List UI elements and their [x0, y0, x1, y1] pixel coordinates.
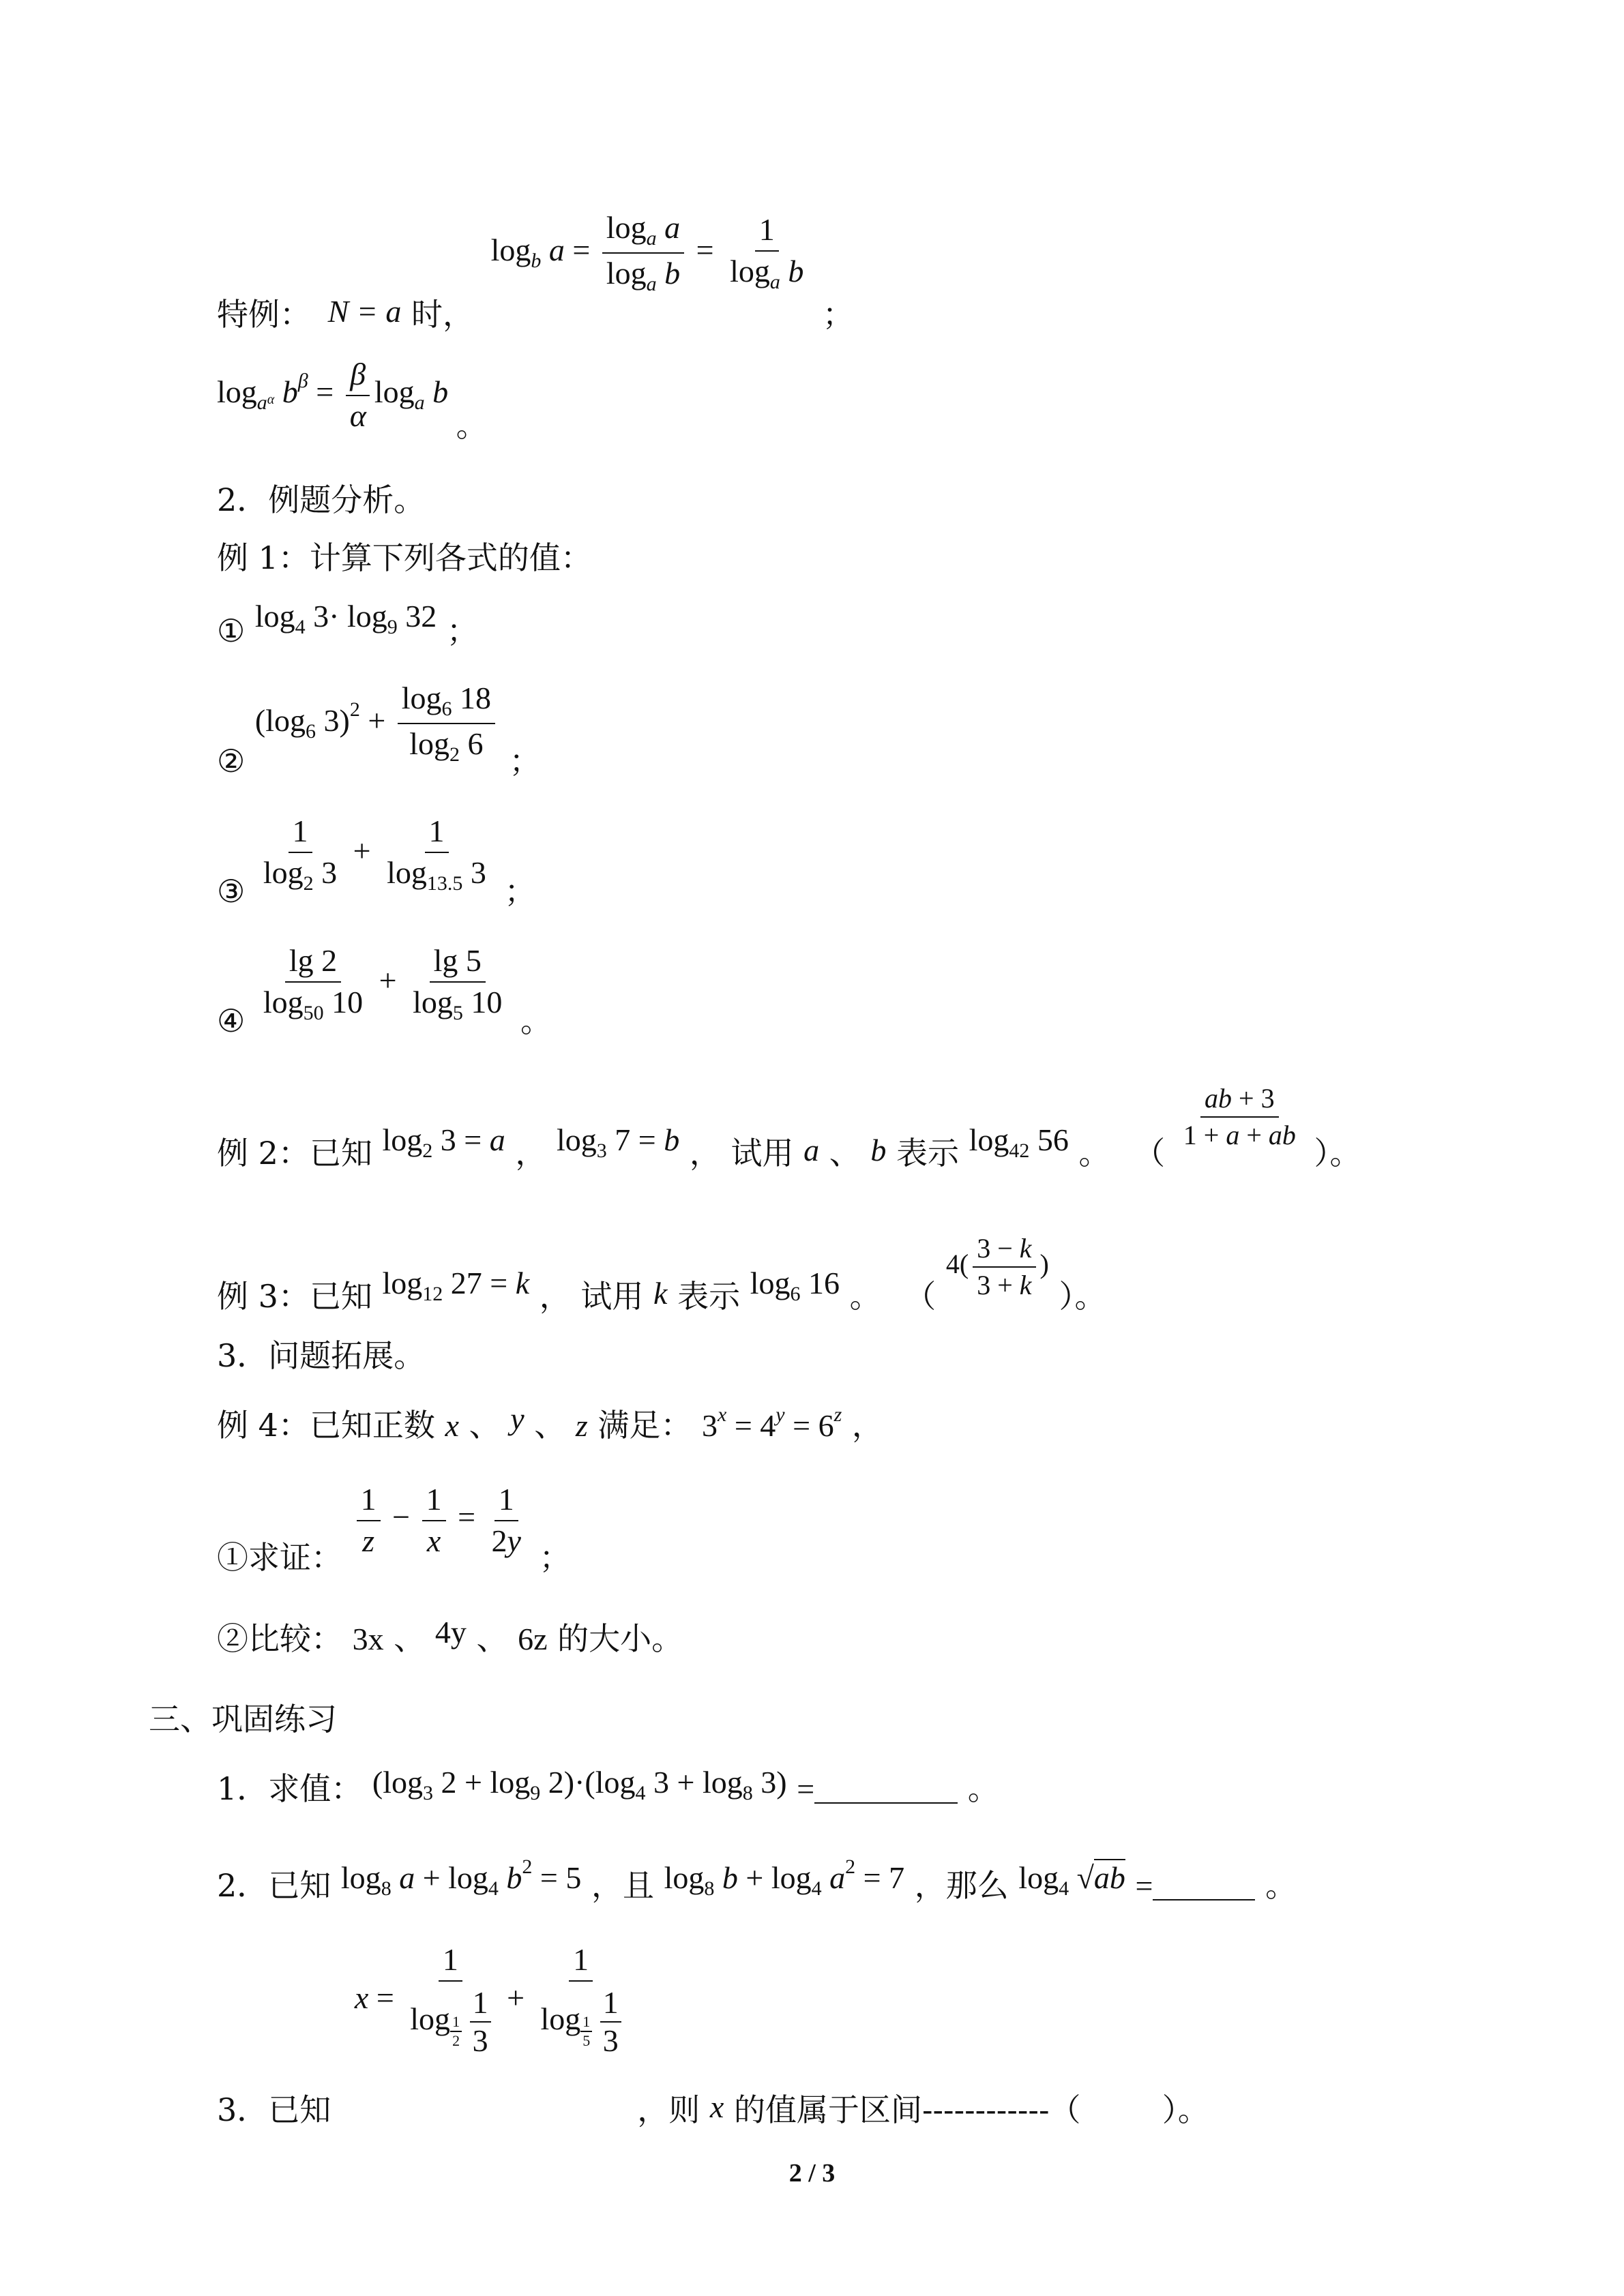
special-case-line: [217, 208, 854, 333]
ex4-part1-label: ①求证：: [217, 1539, 342, 1577]
ex4-x: x: [445, 1408, 459, 1443]
ex3-line: [217, 1231, 1106, 1315]
ex4-part2-dun1: 、: [394, 1620, 426, 1657]
ex4-z: z: [575, 1408, 588, 1443]
ex2-var-b: b: [870, 1133, 887, 1168]
practice1-end: 。: [967, 1770, 999, 1807]
ex2-answer-close: ）。: [1314, 1135, 1361, 1172]
power-rule-line: [217, 355, 488, 445]
ex3-answer-close: ）。: [1059, 1278, 1106, 1315]
practice2-target: $\log_4 √ab$: [1018, 1860, 1125, 1900]
ex1-title: 例 1：计算下列各式的值：: [217, 539, 592, 576]
ex4-y: y: [510, 1401, 525, 1436]
ex4-part2-end: 的大小。: [557, 1620, 683, 1657]
ex1-item4-end: 。: [520, 1002, 552, 1040]
ex3-express: 表示: [677, 1278, 741, 1315]
practice1-answer-blank[interactable]: [814, 1775, 958, 1804]
ex1-item2-end: ；: [509, 742, 541, 779]
ex1-item1: [217, 599, 478, 649]
ex4-part2: [217, 1615, 683, 1657]
ex1-item3-end: ；: [504, 873, 536, 910]
ex2-sep1: ，: [515, 1135, 547, 1172]
ex2-target: $\log_{42} 56$: [969, 1122, 1069, 1163]
practice2-sep1: ，且: [591, 1867, 654, 1904]
page-number: 2 / 3: [788, 2159, 836, 2188]
ex3-sep: ，: [539, 1278, 571, 1315]
ex1-item4-label: ④: [217, 1002, 246, 1040]
ex4-condition: $3^x = 4^y = 6^z$: [702, 1403, 842, 1443]
practice2-end: 。: [1265, 1867, 1297, 1904]
ex1-item1-label: ①: [217, 612, 246, 649]
ex1-item2-label: ②: [217, 742, 246, 779]
ex2-dun: 、: [829, 1135, 861, 1172]
ex2-line: [217, 1081, 1361, 1172]
practice2-label: 2．已知: [217, 1867, 331, 1904]
ex4-end: ，: [851, 1407, 883, 1444]
ex2-given-a: $\log_2 3 = a$: [382, 1122, 505, 1163]
ex2-express: 表示: [896, 1135, 959, 1172]
ex1-item1-end: ；: [446, 612, 478, 649]
special-case-end: ；: [822, 295, 854, 333]
ex2-use: 试用: [730, 1135, 794, 1172]
ex1-item4-formula: $\frac{\lg 2}{\log_{50} 10}$ + $\frac{\lg 5}{\log_5 10}$: [255, 963, 511, 998]
practice2-answer-blank[interactable]: [1153, 1872, 1255, 1900]
practice3-answer-blank[interactable]: [1091, 2098, 1152, 2125]
ex4-part1-end: ；: [539, 1539, 571, 1577]
power-rule-end: 。: [456, 407, 488, 445]
practice2-sep2: ，那么: [914, 1867, 1009, 1904]
practice3-formula: x = 1 log $_{\frac{1}{2}}$ $\frac{1}{3}$ + 1 log $_{\frac{1}{5}}$ $\frac{1}{3}$: [355, 1980, 637, 2015]
practice3-then: ，则: [637, 2091, 700, 2129]
ex4-dun1: 、: [469, 1407, 501, 1444]
ex4-satisfy: 满足：: [597, 1407, 692, 1444]
ex3-use: 试用: [580, 1278, 644, 1315]
practice3-rest: 的值属于区间------------（: [733, 2091, 1081, 2129]
ex3-end: 。: [849, 1278, 881, 1315]
practice1-formula: ($\log_3$ $2 + \log_9 2)\cdot(\log_4$ $3 + \log_8 3$): [372, 1765, 787, 1804]
practice1-eq: =: [797, 1772, 815, 1806]
practice-title: 三、巩固练习: [149, 1701, 337, 1738]
ex4-dun2: 、: [534, 1407, 566, 1444]
ex3-given: $\log_{12} 27 = k$: [382, 1266, 530, 1306]
ex3-answer-open: （: [904, 1278, 936, 1315]
ex2-prefix: 例 2：已知: [217, 1135, 372, 1172]
ex1-item4: [217, 941, 552, 1040]
ex2-answer: $\frac{ab + 3}{1 + a + ab}$: [1175, 1099, 1304, 1129]
ex4-part1: [217, 1480, 571, 1577]
practice3-x: x: [709, 2089, 724, 2125]
section3-title: 3．问题拓展。: [217, 1337, 426, 1374]
ex4-part2-dun2: 、: [476, 1620, 508, 1657]
practice1: [217, 1765, 999, 1810]
practice2-condition2: $\log_8 b + \log_4 a^2 = 7$: [664, 1855, 905, 1900]
ex4-line: [217, 1401, 883, 1444]
ex3-answer: 4( $\frac{3 - k}{3 + k}$ ): [946, 1249, 1049, 1279]
ex3-prefix: 例 3：已知: [217, 1278, 372, 1315]
section2-title: 2．例题分析。: [217, 481, 426, 518]
ex2-var-a: a: [803, 1133, 820, 1168]
change-of-base-special-formula: $\log_b a$ = $\frac{\log_a a}{\log_a b}$ = $\frac{1}{\log_a b}$: [491, 233, 820, 267]
ex4-part2-term1: 3x: [352, 1622, 384, 1656]
ex1-item3-formula: $\frac{1}{\log_2 3}$ + $\frac{1}{\log_{13.5} 3}$: [255, 833, 494, 868]
special-case-prefix: 特例：: [217, 295, 311, 333]
practice3: [217, 1940, 1209, 2129]
practice2-condition1: $\log_8 a + \log_4 b^2 = 5$: [340, 1855, 582, 1900]
ex2-sep2: ，: [689, 1135, 721, 1172]
ex1-item3-label: ③: [217, 873, 246, 910]
ex1-item1-formula: $\log_4 3\cdot \log_9 32$: [254, 599, 437, 638]
ex1-item2: [217, 679, 541, 779]
ex1-item3: [217, 811, 536, 910]
ex1-item2-formula: ($\log_6$ 3)$^2$ + $\frac{\log_6 18}{\log_2 6}$: [255, 703, 499, 738]
ex2-end: 。: [1078, 1135, 1110, 1172]
practice2-eq: =: [1135, 1868, 1153, 1903]
ex4-part2-term2: 4y: [434, 1615, 467, 1650]
ex2-given-b: $\log_3 7 = b$: [557, 1122, 680, 1163]
practice3-close: ）。: [1162, 2091, 1209, 2129]
ex2-answer-open: （: [1134, 1135, 1166, 1172]
ex4-part1-formula: $\frac{1}{z}$ − $\frac{1}{x}$ = $\frac{1}{2y}$: [353, 1500, 529, 1534]
power-rule-formula: $\log_{a^\alpha} b^\beta$ = $\frac{\beta}{\alpha}$ $\log_a b$: [217, 374, 456, 409]
special-case-condition: N = a: [327, 293, 402, 329]
ex4-prefix: 例 4：已知正数: [217, 1407, 435, 1444]
ex3-var-k: k: [653, 1276, 668, 1311]
ex4-part2-term3: 6z: [518, 1622, 548, 1656]
practice2: [217, 1855, 1297, 1907]
ex4-part2-label: ②比较：: [217, 1620, 342, 1657]
practice3-label: 3．已知: [217, 2091, 331, 2129]
ex3-target: $\log_6 16$: [750, 1266, 840, 1306]
practice1-label: 1．求值：: [217, 1770, 363, 1807]
special-case-when: 时，: [411, 295, 474, 333]
